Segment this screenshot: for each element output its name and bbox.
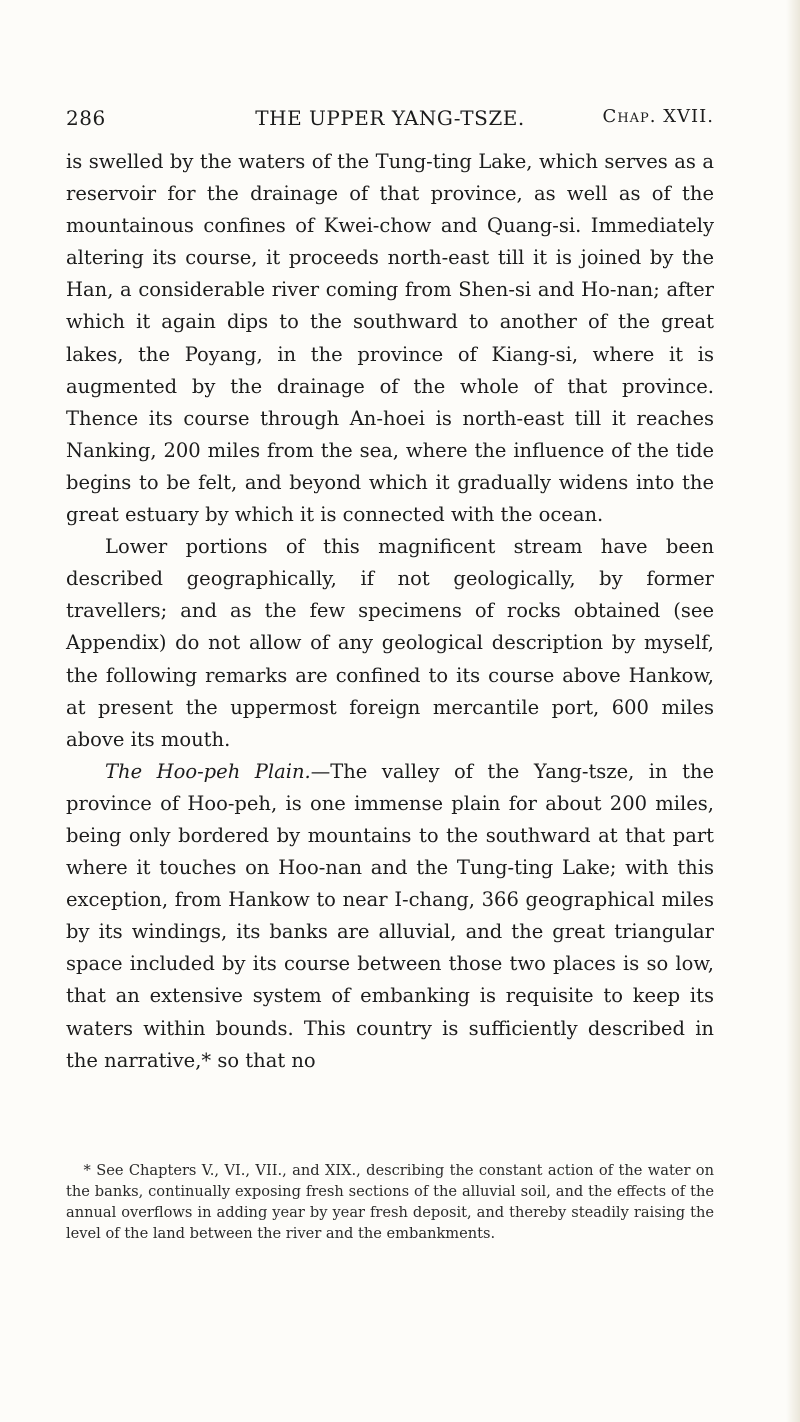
section-heading: The Hoo-peh Plain. — [105, 759, 311, 783]
running-title: THE UPPER YANG-TSZE. — [255, 106, 525, 130]
page-edge-shadow — [786, 0, 800, 1422]
paragraph-3 — [66, 756, 714, 1077]
footnote — [66, 1160, 714, 1244]
chapter-reference: Chap. XVII. — [602, 106, 714, 127]
paragraph-3-text: —The valley of the Yang-tsze, in the province of Hoo-peh, is one immense plain for about 200 miles, being only bordered by mountains to the southward at that part where it touches on Hoo-nan and the Tung-ting Lake; with this exception, from Hankow to near I-chang, 366 geographical miles by its windings, its banks are alluvial, and the great triangular space included by its course between those two places is so low, that an extensive system of embanking is requisite to keep its waters within bounds. This country is sufficiently described in the narrative,* so that no — [66, 759, 715, 1072]
body-text — [66, 146, 714, 1077]
paragraph-2: Lower portions of this magnificent stream have been described geographically, if not geologically, by former travellers; and as the few specimens of rocks obtained (see Appendix) do not allow of any geological description by myself, the following remarks are confined to its course above Hankow, at present the uppermost foreign mercantile port, 600 miles above its mouth. — [66, 535, 714, 751]
page-number: 286 — [66, 106, 106, 130]
running-head — [66, 106, 714, 136]
paragraph-1: is swelled by the waters of the Tung-ting Lake, which serves as a reservoir for the drainage of that province, as well as of the mountainous confines of Kwei-chow and Quang-si. Immediately altering its course, it proceeds north-east till it is joined by the Han, a considerable river coming from Shen-si and Ho-nan; after which it again dips to the southward to another of the great lakes, the Poyang, in the province of Kiang-si, where it is augmented by the drainage of the whole of that province. Thence its course through An-hoei is north-east till it reaches Nanking, 200 miles from the sea, where the influence of the tide begins to be felt, and beyond which it gradually widens into the great estuary by which it is connected with the ocean. — [66, 150, 714, 527]
footnote-text: * See Chapters V., VI., VII., and XIX., describing the constant action of the water on the banks, continually exposing fresh sections of the alluvial soil, and the effects of the annual overflows in adding year by year fresh deposit, and thereby steadily raising the level of the land between the river and the embankments. — [66, 1162, 714, 1242]
